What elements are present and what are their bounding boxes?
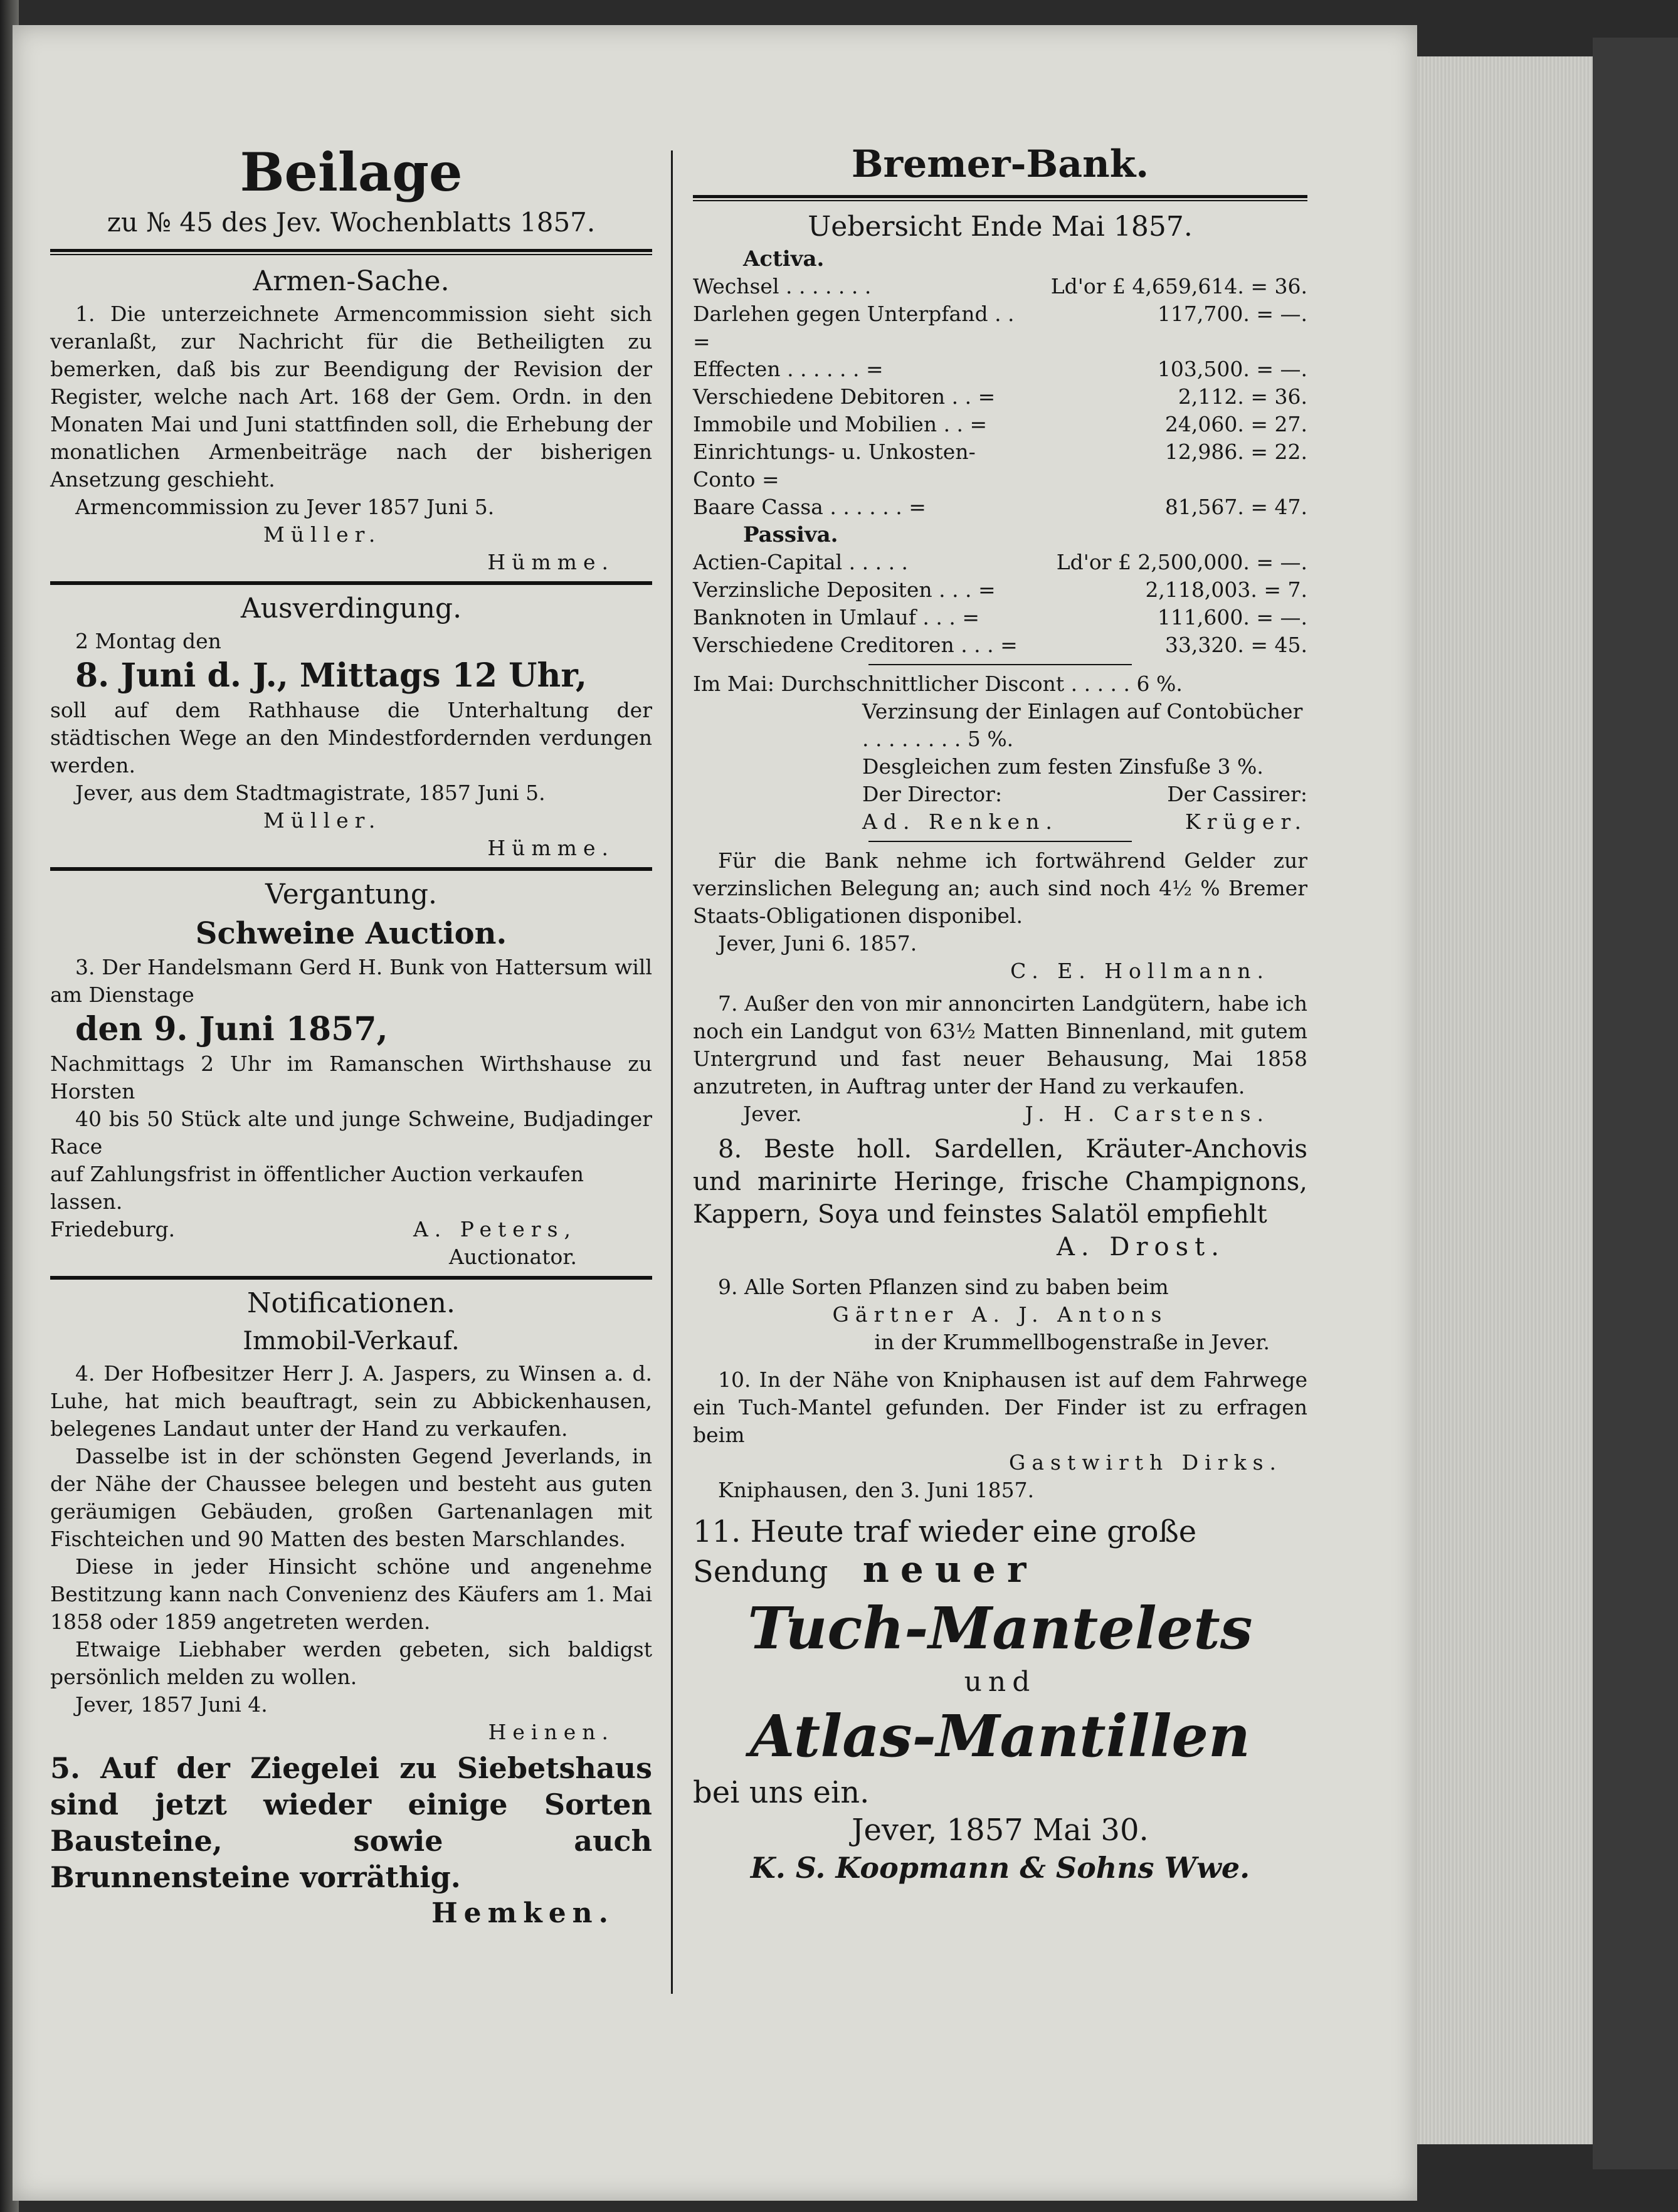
section-heading: Ausverdingung. (240, 592, 462, 624)
section-text: Nachmittags 2 Uhr im Ramanschen Wirthshause zu Horsten (50, 1051, 652, 1103)
section-text: 9. Alle Sorten Pflanzen sind zu baben beim (718, 1275, 1169, 1299)
table-row: Darlehen gegen Unterpfand . . = 117,700. = —. (693, 302, 1307, 354)
dirks-section (693, 1366, 1307, 1504)
table-row: Banknoten in Umlauf . . . = 111,600. = —. (693, 605, 1307, 629)
activa-table (693, 273, 1307, 521)
signature: Krüger. (1185, 809, 1307, 834)
divider (693, 195, 1307, 201)
column-divider (671, 150, 673, 1994)
hollmann-section (693, 847, 1307, 985)
signature: A. Peters, (413, 1217, 577, 1241)
koopmann-section (693, 1513, 1307, 1887)
auction-title: Schweine Auction. (195, 916, 507, 951)
armen-section (50, 263, 652, 576)
table-row: Actien-Capital . . . . . Ld'or £ 2,500,000. = —. (693, 550, 1307, 574)
signature: Hemken. (431, 1897, 615, 1929)
place: Friedeburg. (50, 1217, 176, 1241)
section-text: 40 bis 50 Stück alte und junge Schweine, Budjadinger Race (50, 1107, 652, 1159)
book-cover-edge (1593, 38, 1678, 2169)
bank-subtitle: Uebersicht Ende Mai 1857. (808, 211, 1193, 243)
section-text: Etwaige Liebhaber werden gebeten, sich baldigst persönlich melden zu wollen. (50, 1637, 652, 1689)
place-date: Jever, Juni 6. 1857. (718, 931, 917, 956)
activa-label: Activa. (743, 246, 825, 271)
section-text: 10. In der Nähe von Kniphausen ist auf dem Fahrwege ein Tuch-Mantel gefunden. Der Finder ist zu erfragen beim (693, 1367, 1307, 1447)
notifications-section (50, 1285, 652, 1746)
section-text: soll auf dem Rathhause die Unterhaltung der städtischen Wege an den Mindestfordernden verdungen werden. (50, 698, 652, 777)
date-line: 8. Juni d. J., Mittags 12 Uhr, (75, 656, 588, 695)
signature-role: Auctionator. (449, 1245, 577, 1269)
rate-line: Verzinsung der Einlagen auf Contobücher . . . . . . . . 5 %. (862, 699, 1303, 751)
signature: Gärtner A. J. Antons (832, 1302, 1168, 1327)
ziegelei-section (50, 1750, 652, 1932)
ziegelei-text: 5. Auf der Ziegelei zu Siebetshaus sind jetzt wieder einige Sorten Bausteine, sowie auch Brunnensteine vorräthig. (50, 1751, 652, 1894)
signature: A. Drost. (1057, 1233, 1225, 1261)
signature: Müller. (263, 808, 382, 833)
section-heading: Notificationen. (247, 1287, 455, 1319)
bank-title: Bremer-Bank. (851, 142, 1149, 186)
left-column (50, 141, 652, 1932)
product-title: Tuch-Mantelets (747, 1594, 1253, 1662)
signature: Heinen. (488, 1720, 615, 1744)
product-title: Atlas-Mantillen (750, 1702, 1250, 1770)
place-date: Jever, aus dem Stadtmagistrate, 1857 Juni 5. (75, 781, 546, 805)
section-text: 7. Außer den von mir annoncirten Landgütern, habe ich noch ein Landgut von 63½ Matten Binnenland, mit gutem Untergrund und fast neuer Behausung, Mai 1858 anzutreten, in Auftrag unter der Hand zu verkaufen. (693, 991, 1307, 1098)
section-text: 4. Der Hofbesitzer Herr J. A. Jaspers, zu Winsen a. d. Luhe, hat mich beauftragt, sein zu Abbickenhausen, belegenes Landaut unter der Hand zu verkaufen. (50, 1361, 652, 1441)
antons-section (693, 1273, 1307, 1356)
divider (868, 664, 1132, 665)
page-title: Beilage (240, 141, 463, 203)
section-text: Für die Bank nehme ich fortwährend Gelder zur verzinslichen Belegung an; auch sind noch 4½ % Bremer Staats-Obligationen disponibel. (693, 848, 1307, 928)
table-row: Verschiedene Creditoren . . . = 33,320. = 45. (693, 633, 1307, 657)
date-line: den 9. Juni 1857, (75, 1010, 388, 1048)
divider (868, 841, 1132, 842)
signature-role: Der Director: (862, 782, 1003, 806)
table-row: Baare Cassa . . . . . . = 81,567. = 47. (693, 495, 1307, 519)
section-text: neuer (862, 1548, 1038, 1591)
section-text: 8. Beste holl. Sardellen, Kräuter-Anchovis und marinirte Heringe, frische Champignons, Kappern, Soya und feinstes Salatöl empfiehlt (693, 1135, 1307, 1229)
passiva-table (693, 549, 1307, 659)
table-row: Verschiedene Debitoren . . = 2,112. = 36. (693, 384, 1307, 409)
vergantung-section (50, 876, 652, 1271)
table-row: Immobile und Mobilien . . = 24,060. = 27. (693, 412, 1307, 436)
rate-line: Im Mai: Durchschnittlicher Discont . . . . . 6 %. (693, 672, 1183, 696)
section-heading: Vergantung. (265, 878, 438, 910)
section-text: Diese in jeder Hinsicht schöne und angenehme Bestitzung kann nach Convenienz des Käufers am 1. Mai 1858 oder 1859 angetreten werden. (50, 1554, 652, 1634)
section-text: 11. Heute traf wieder eine große (693, 1514, 1197, 1549)
signature: K. S. Koopmann & Sohns Wwe. (750, 1851, 1250, 1885)
place: Jever. (743, 1102, 802, 1126)
section-text: in der Krummellbogenstraße in Jever. (874, 1330, 1270, 1354)
divider (50, 249, 652, 255)
right-column (693, 141, 1307, 1887)
signature: Ad. Renken. (862, 809, 1058, 834)
book-fore-edge (1417, 56, 1605, 2144)
signature: C. E. Hollmann. (1010, 959, 1270, 983)
divider (50, 581, 652, 585)
section-subheading: Immobil-Verkauf. (243, 1327, 460, 1356)
section-text: bei uns ein. (693, 1775, 870, 1810)
signature: J. H. Carstens. (1025, 1102, 1270, 1126)
passiva-label: Passiva. (743, 522, 838, 547)
table-row: Effecten . . . . . . = 103,500. = —. (693, 357, 1307, 381)
divider (50, 1276, 652, 1280)
drost-section (693, 1133, 1307, 1263)
place-date: Jever, 1857 Mai 30. (852, 1813, 1149, 1848)
signature: Gastwirth Dirks. (1008, 1450, 1282, 1475)
section-heading: Armen-Sache. (253, 265, 450, 297)
section-text: Sendung (693, 1554, 828, 1589)
ausverdingung-section (50, 590, 652, 862)
place-date: Jever, 1857 Juni 4. (75, 1692, 268, 1717)
section-text: 3. Der Handelsmann Gerd H. Bunk von Hattersum will am Dienstage (50, 955, 652, 1007)
table-row: Wechsel . . . . . . . Ld'or £ 4,659,614. = 36. (693, 274, 1307, 298)
section-text: Dasselbe ist in der schönsten Gegend Jeverlands, in der Nähe der Chaussee belegen und besteht aus guten geräumigen Gebäuden, großen Gartenanlagen mit Fischteichen und 90 Matten des besten Marschlandes. (50, 1444, 652, 1551)
section-text: 2 Montag den (75, 629, 221, 653)
table-row: Verzinsliche Depositen . . . = 2,118,003. = 7. (693, 577, 1307, 602)
bank-section (693, 141, 1307, 842)
signature-role: Der Cassirer: (1167, 782, 1307, 806)
signature: Hümme. (487, 550, 615, 574)
signature: Müller. (263, 522, 382, 547)
section-text: auf Zahlungsfrist in öffentlicher Auction verkaufen lassen. (50, 1162, 584, 1214)
rate-line: Desgleichen zum festen Zinsfuße 3 %. (862, 754, 1264, 779)
place-date: Kniphausen, den 3. Juni 1857. (718, 1478, 1035, 1502)
section-text: und (964, 1666, 1037, 1698)
signature: Hümme. (487, 836, 615, 860)
section-text: 1. Die unterzeichnete Armencommission sieht sich veranlaßt, zur Nachricht für die Betheiligten zu bemerken, daß bis zur Beendigung der Revision der Register, welche nach Art. 168 der Gem. Ordn. in den Monaten Mai und Juni stattfinden soll, die Erhebung der monatlichen Armenbeiträge nach der bisherigen Ansetzung geschieht. (50, 302, 652, 492)
table-row: Einrichtungs- u. Unkosten-Conto = 12,986. = 22. (693, 440, 1307, 492)
page-subtitle: zu № 45 des Jev. Wochenblatts 1857. (107, 207, 596, 238)
place-date: Armencommission zu Jever 1857 Juni 5. (75, 495, 495, 519)
carstens-section (693, 990, 1307, 1128)
divider (50, 867, 652, 871)
